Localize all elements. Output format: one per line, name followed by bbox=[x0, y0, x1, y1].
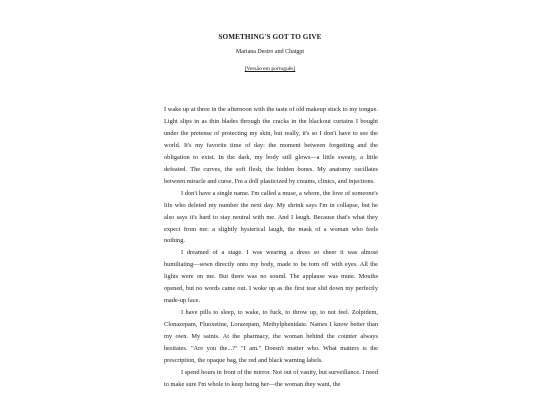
paragraph: I have pills to sleep, to wake, to fuck, to throw up, to not feel. Zolpidem, Clonazepam, Fluoxetine, Lorazepam, Methylphenidate. Names I know better than my own. My saints. At the pharmacy, the woman behind the counter always hesitates. "Are you the...?" "I am." Doesn't matter who. What matters is the prescription, the opaque bag, the red and black warning labels. bbox=[164, 309, 378, 365]
language-link-container bbox=[0, 66, 540, 72]
story-body bbox=[164, 104, 378, 391]
paragraph: I wake up at three in the afternoon with the taste of old makeup stuck to my tongue. Light slips in as thin blades through the cracks in the blackout curtains I bought under the pretense of protecting my skin, but really, it's so I don't have to see the world. It's my favorite time of day: the moment between forgetting and the obligation to exist. In the dark, my body still glows—a little sweaty, a little defeated. The curves, the soft flesh, the hidden bones. My anatomy oscillates between miracle and curse. I'm a doll plasticized by creams, clinics, and injections. bbox=[164, 106, 378, 185]
document-title: SOMETHING'S GOT TO GIVE bbox=[218, 33, 322, 41]
paragraph: I dreamed of a stage. I was wearing a dress so sheer it was almost humiliating—sewn directly onto my body, made to be torn off with eyes. All the lights were on me. But there was no sound. The applause was mute. Mouths opened, but no words came out. I woke up as the first tear slid down my perfectly made-up face. bbox=[164, 249, 378, 305]
document-authors: Mariana Destro and Chatgpt bbox=[235, 49, 305, 55]
paragraph: I spend hours in front of the mirror. Not out of vanity, but surveillance. I need to make sure I'm whole to keep being her—the woman they want, the bbox=[164, 368, 378, 388]
paragraph: I don't have a single name. I'm called a muse, a whore, the love of someone's life who deleted my number the next day. My shrink says I'm in collapse, but he also says it's hard to stay neutral with me. And I laugh. Because that's what they expect from me: a slightly hysterical laugh, the mask of a woman who feels nothing. bbox=[164, 189, 378, 245]
portuguese-version-link[interactable]: [Versão em português] bbox=[244, 66, 296, 72]
